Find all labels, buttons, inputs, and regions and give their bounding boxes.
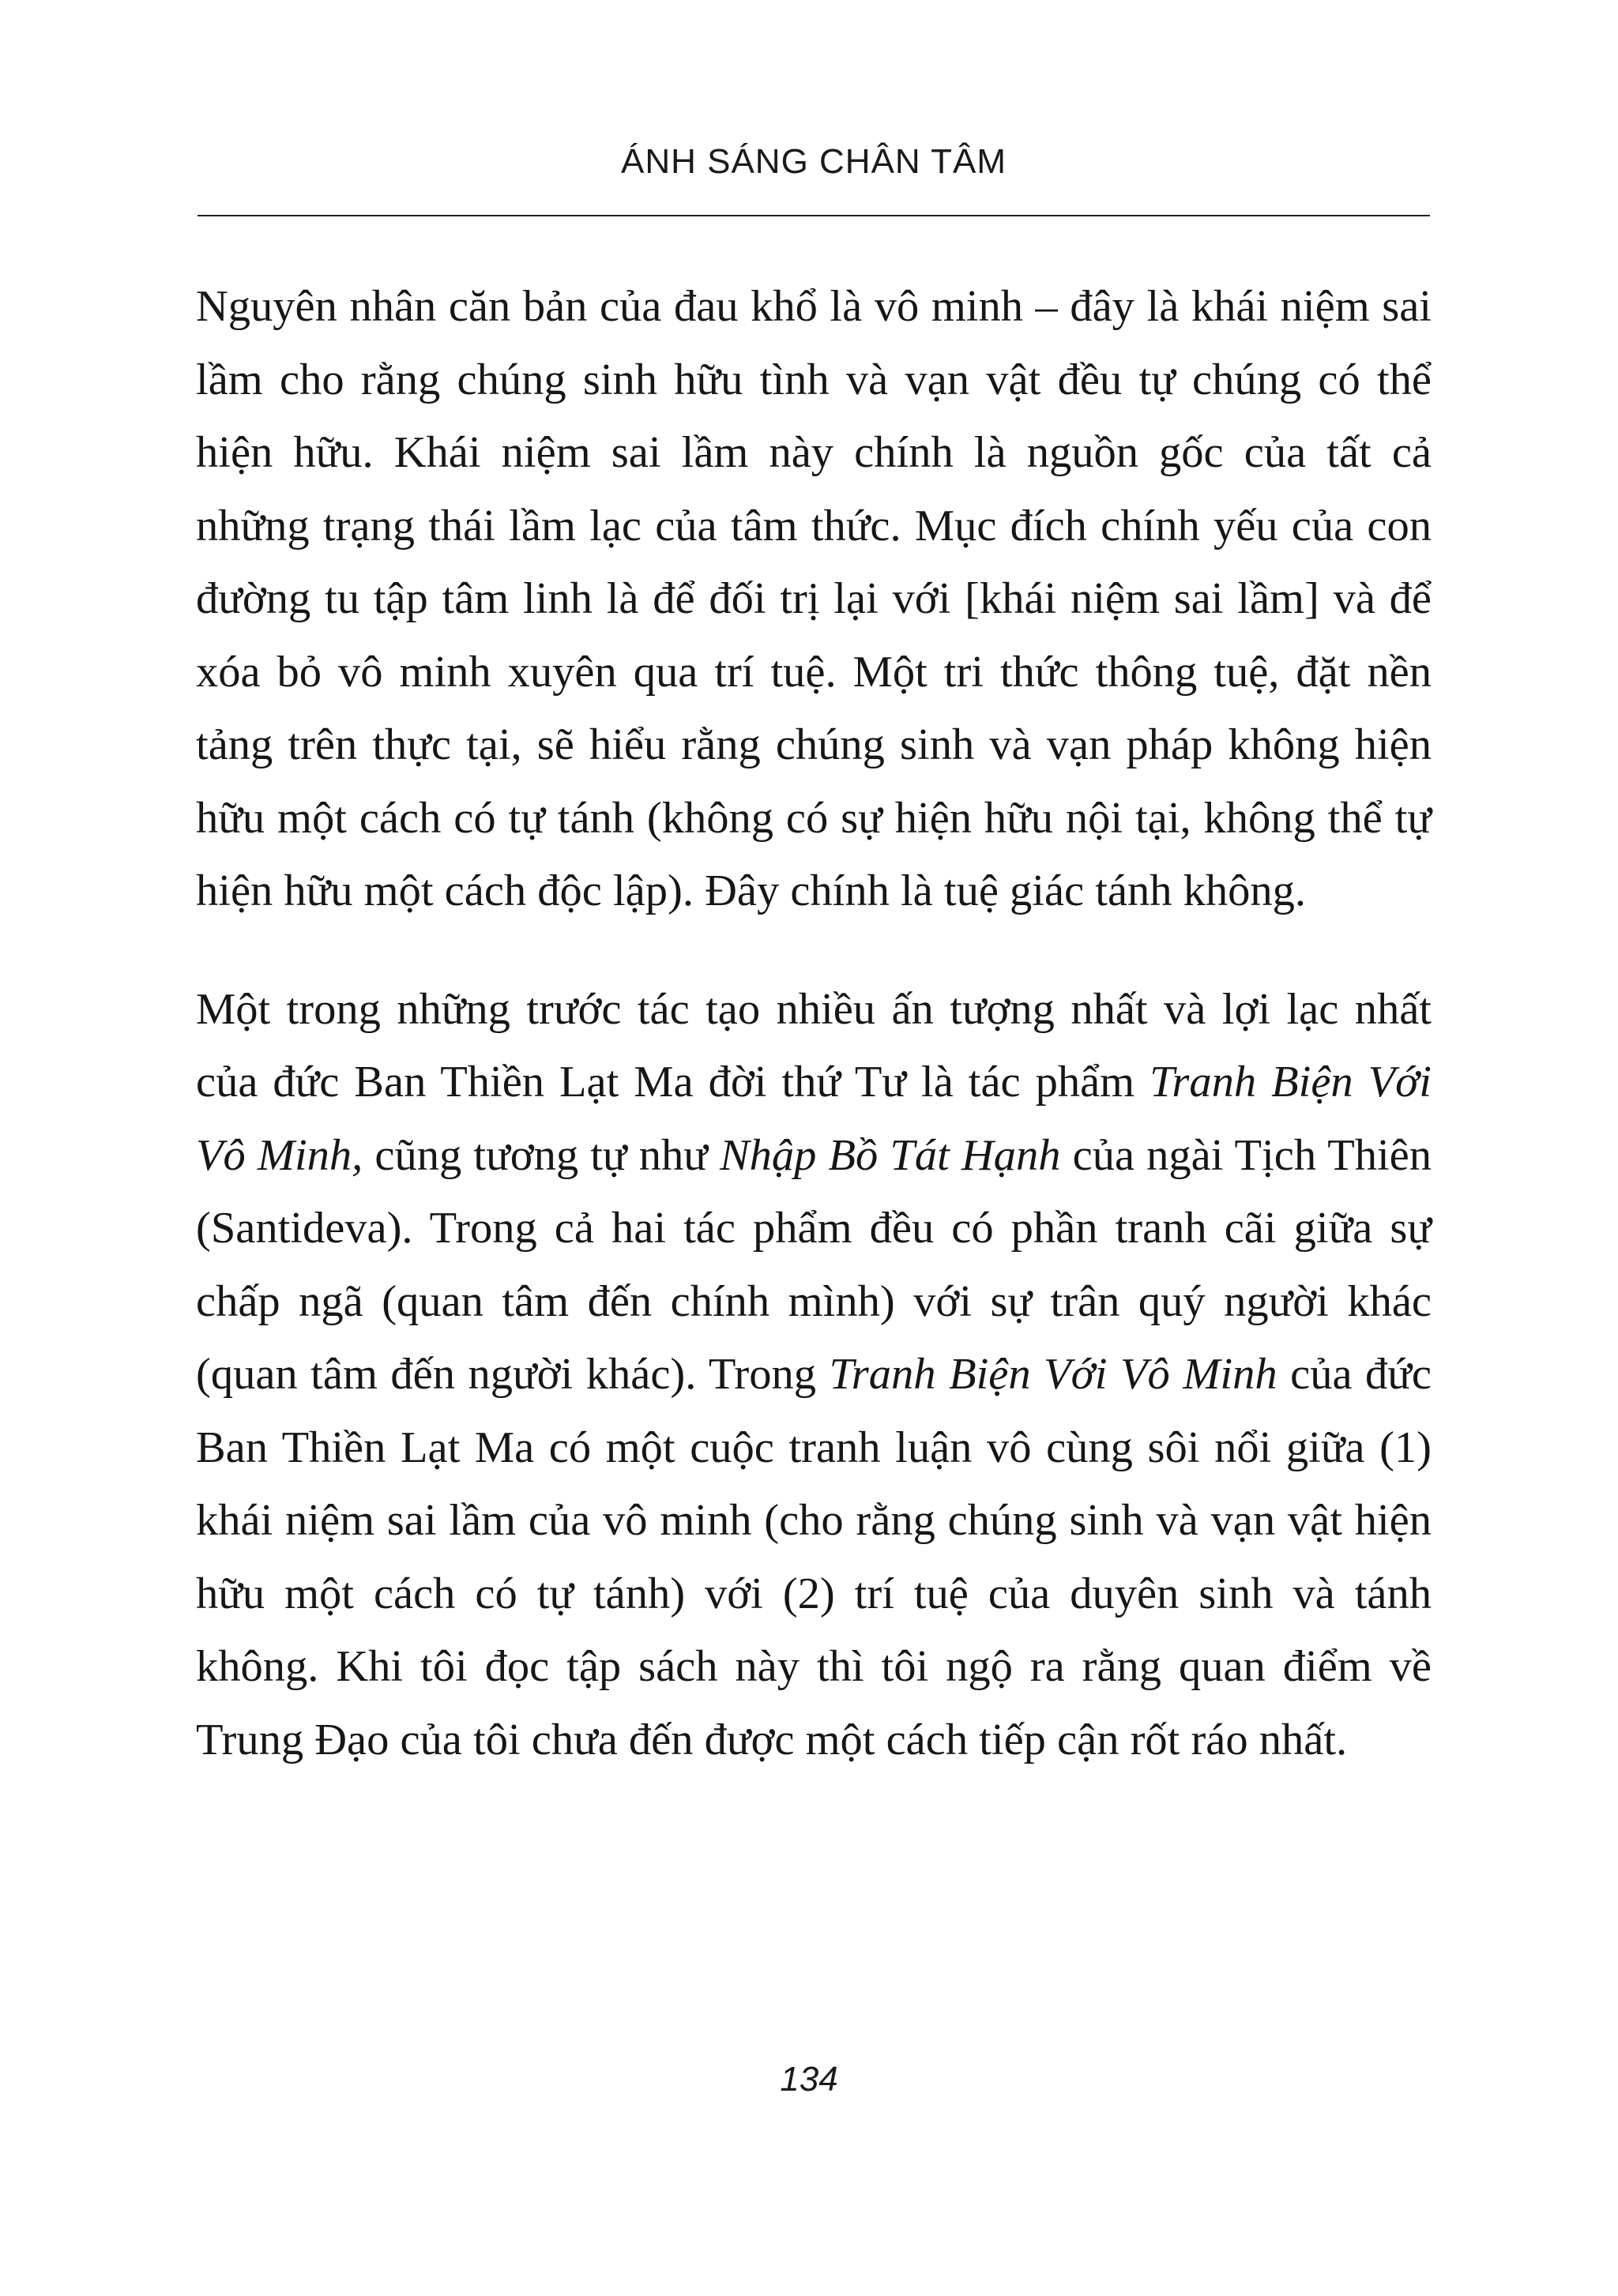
paragraph-2-text-3: của ngài Tịch Thiên (Santideva). Trong cả hai tác phẩm đều có phần tranh cãi giữa sự chấp ngã (quan tâm đến chính mình) với sự trân quý người khác (quan tâm đến người khác). Trong bbox=[196, 1130, 1432, 1399]
paragraph-2-text-1: Một trong những trước tác tạo nhiều ấn tượng nhất và lợi lạc nhất của đức Ban Thiền Lạt Ma đời thứ Tư là tác phẩm bbox=[196, 984, 1432, 1107]
paragraph-2-text-4: của đức Ban Thiền Lạt Ma có một cuộc tranh luận vô cùng sôi nổi giữa (1) khái niệm sai lầm của vô minh (cho rằng chúng sinh và vạn vật hiện hữu một cách có tự tánh) với (2) trí tuệ của duyên sinh và tánh không. Khi tôi đọc tập sách này thì tôi ngộ ra rằng quan điểm về Trung Đạo của tôi chưa đến được một cách tiếp cận rốt ráo nhất. bbox=[196, 1350, 1432, 1764]
paragraph-2 bbox=[196, 973, 1432, 1777]
header-divider bbox=[198, 215, 1430, 216]
book-title-nhap-bo-tat-hanh: Nhập Bồ Tát Hạnh bbox=[719, 1130, 1061, 1180]
paragraph-2-text-2: cũng tương tự như bbox=[363, 1130, 720, 1180]
page-number: 134 bbox=[780, 2060, 838, 2099]
book-title-tranh-bien: Tranh Biện Với Vô Minh, bbox=[196, 1058, 1432, 1180]
paragraph-1: Nguyên nhân căn bản của đau khổ là vô minh – đây là khái niệm sai lầm cho rằng chúng sinh hữu tình và vạn vật đều tự chúng có thể hiện hữu. Khái niệm sai lầm này chính là nguồn gốc của tất cả những trạng thái lầm lạc của tâm thức. Mục đích chính yếu của con đường tu tập tâm linh là để đối trị lại với [khái niệm sai lầm] và để xóa bỏ vô minh xuyên qua trí tuệ. Một tri thức thông tuệ, đặt nền tảng trên thực tại, sẽ hiểu rằng chúng sinh và vạn pháp không hiện hữu một cách có tự tánh (không có sự hiện hữu nội tại, không thể tự hiện hữu một cách độc lập). Đây chính là tuệ giác tánh không. bbox=[196, 282, 1432, 915]
book-title-tranh-bien-2: Tranh Biện Với Vô Minh bbox=[829, 1350, 1277, 1399]
running-header: ÁNH SÁNG CHÂN TÂM bbox=[620, 142, 1007, 181]
page-body bbox=[196, 270, 1432, 1776]
